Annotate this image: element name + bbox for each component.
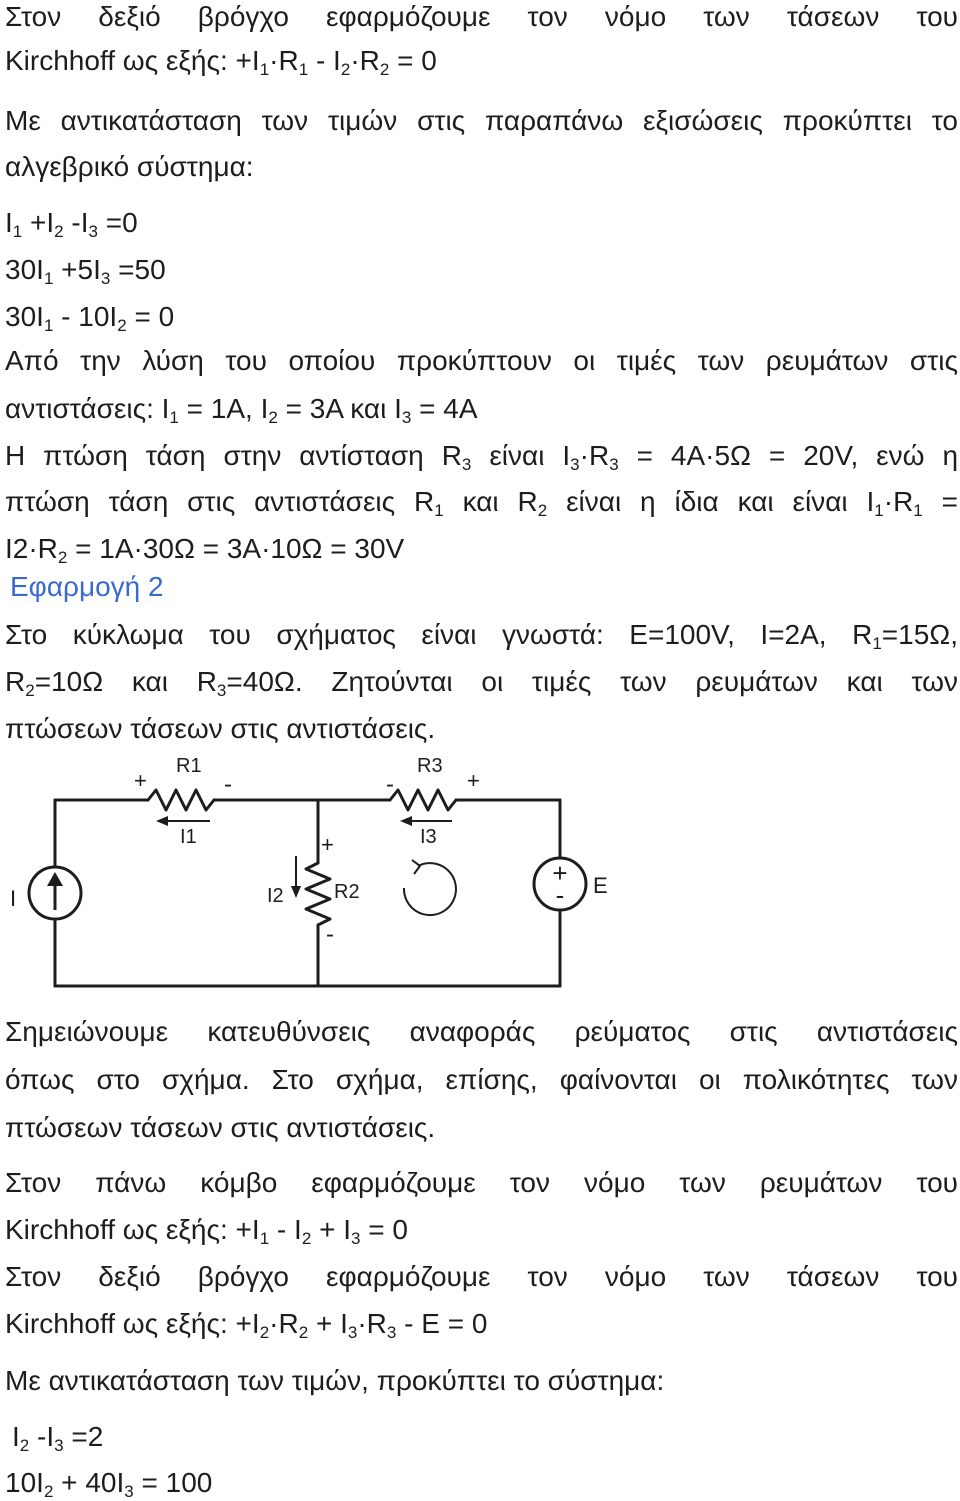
r3-plus: + <box>467 768 480 793</box>
equation-4: $I_2$ $-I_3 =2$ <box>12 1421 104 1455</box>
text-line-16: πτώσεων τάσεων στις αντιστάσεις. <box>5 713 436 744</box>
arrow-i3 <box>400 816 452 826</box>
text-line-9: αντιστάσεις: $I_1 = 1A$, $I_2 = 3A$ και $I_3 = 4A$ <box>5 393 478 427</box>
r2-label: R2 <box>334 881 360 903</box>
resistor-r3 <box>390 790 456 810</box>
text-line-19: πτώσεων τάσεων στις αντιστάσεις. <box>5 1112 436 1143</box>
r3-minus: - <box>386 771 394 798</box>
r1-label: R1 <box>176 755 202 777</box>
voltage-source-minus: - <box>555 880 565 910</box>
voltage-source-plus: + <box>552 858 568 888</box>
text-line-17: Σημειώνουμε κατευθύνσεις αναφοράς ρεύματος στις αντιστάσεις <box>5 1016 958 1047</box>
text-line-11: πτώση τάση στις αντιστάσεις $R_1$ και $R_2$ είναι η ίδια και είναι $I_1\cdot R_1$ = <box>5 486 958 520</box>
equation-3: $30I_1 - 10I_2 = 0$ <box>5 301 175 335</box>
r3-label: R3 <box>417 755 443 777</box>
text-line-3: Με αντικατάσταση των τιμών στις παραπάνω εξισώσεις προκύπτει το <box>5 105 958 136</box>
resistor-r1 <box>148 790 214 810</box>
arrow-i2 <box>291 856 301 898</box>
r1-plus: + <box>134 768 147 793</box>
equation-5: $10I_2 + 40I_3 = 100$ <box>5 1467 213 1501</box>
text-line-21: Kirchhoff ως εξής: $+I_1 - I_2 + I_3 = 0$ <box>5 1214 408 1248</box>
voltage-source-label: E <box>593 873 608 898</box>
text-line-8: Από την λύση του οποίου προκύπτουν οι τιμές των ρευμάτων στις <box>5 345 958 376</box>
i3-label: I3 <box>420 826 437 848</box>
text-line-1: Στον δεξιό βρόγχο εφαρμόζουμε τον νόμο των τάσεων του <box>5 1 958 32</box>
section-heading: Εφαρμογή 2 <box>10 571 164 602</box>
equation-1: $I_1 +I_2$ $-I_3 =0$ <box>5 207 138 241</box>
r1-minus: - <box>224 771 232 798</box>
i1-label: I1 <box>180 826 197 848</box>
r2-minus: - <box>326 921 334 948</box>
text-line-20: Στον πάνω κόμβο εφαρμόζουμε τον νόμο των ρευμάτων του <box>5 1167 958 1198</box>
text-line-10: Η πτώση τάση στην αντίσταση $R_3$ είναι $I_3\cdot R_3 = 4A\cdot 5\Omega = 20V$, ενώ η <box>5 440 959 474</box>
text-line-22: Στον δεξιό βρόγχο εφαρμόζουμε τον νόμο των τάσεων του <box>5 1261 958 1292</box>
text-line-4: αλγεβρικό σύστημα: <box>5 151 254 182</box>
text-line-15: $R_2=10\Omega$ και $R_3=40\Omega$. Ζητούνται οι τιμές των ρευμάτων και των <box>5 666 958 700</box>
loop-direction-icon <box>404 860 456 915</box>
text-line-24: Με αντικατάσταση των τιμών, προκύπτει το σύστημα: <box>5 1365 665 1396</box>
i2-label: I2 <box>267 885 284 907</box>
equation-2: $30I_1 +5I_3 =50$ <box>5 254 166 288</box>
text-line-18: όπως στο σχήμα. Στο σχήμα, επίσης, φαίνονται οι πολικότητες των <box>5 1064 958 1095</box>
circuit-diagram <box>0 748 960 998</box>
text-line-12: $I2\cdot R_2 = 1A\cdot 30\Omega = 3A\cdot 10\Omega = 30V$ <box>5 533 405 567</box>
text-line-14: Στο κύκλωμα του σχήματος είναι γνωστά: E=100V, I=2A, $R_1=15\Omega$, <box>5 619 958 653</box>
text-line-2: Kirchhoff ως εξής: $+I_1\cdot R_1 - I_2\cdot R_2 = 0$ <box>5 45 437 79</box>
text-line-23: Kirchhoff ως εξής: $+I_2\cdot R_2 + I_3\cdot R_3 - E = 0$ <box>5 1308 488 1342</box>
current-source-label: I <box>10 886 17 911</box>
resistor-r2 <box>306 863 330 925</box>
arrow-i1 <box>156 816 210 826</box>
r2-plus: + <box>321 832 334 857</box>
